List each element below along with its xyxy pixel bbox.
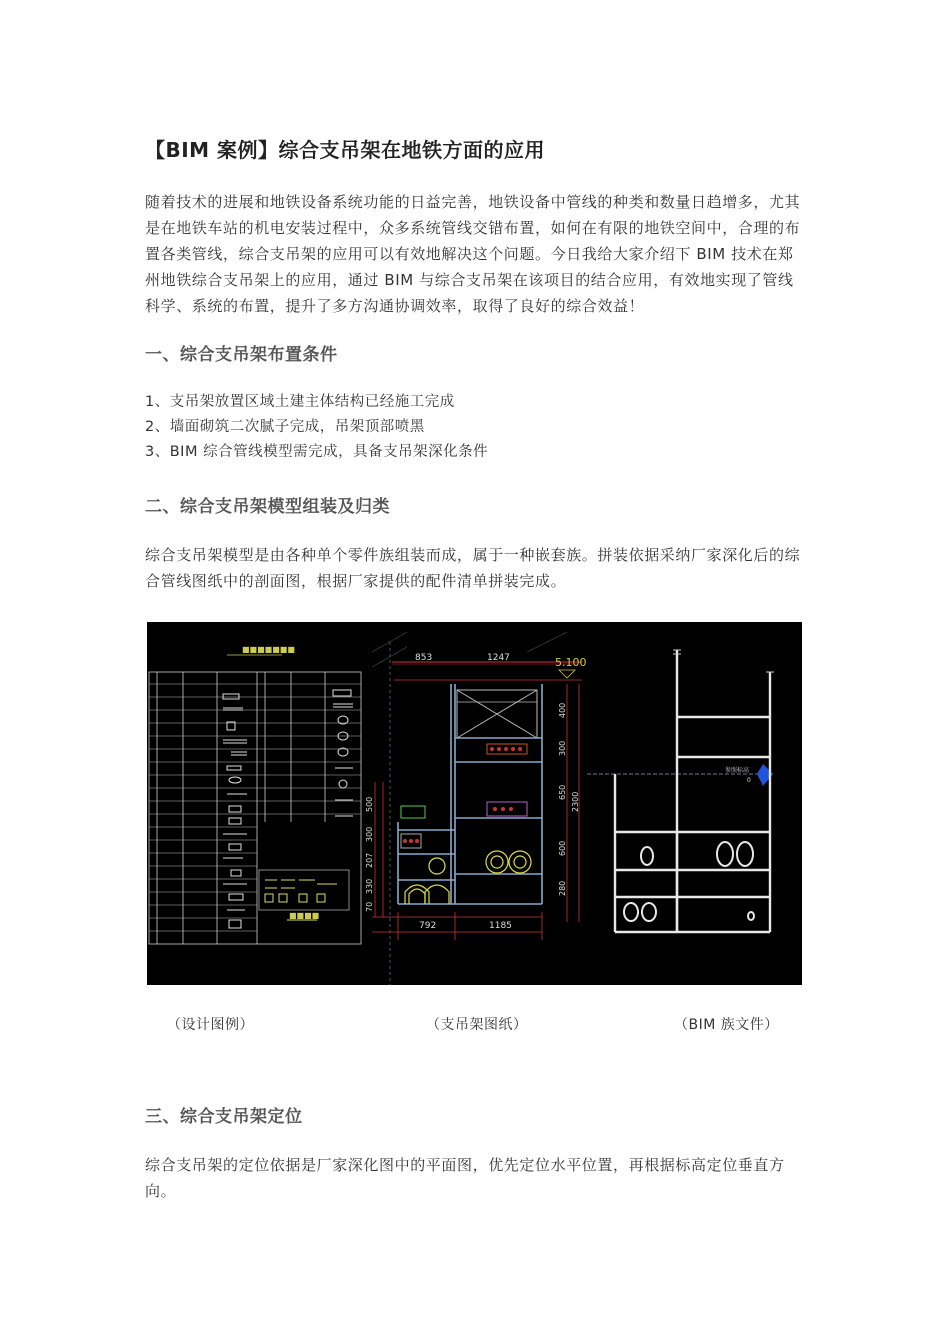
dim-right-4: 280	[558, 880, 567, 896]
dim-right-1: 300	[558, 740, 567, 756]
dim-right-0: 400	[558, 702, 567, 718]
list-item: 2、墙面砌筑二次腻子完成，吊架顶部喷黑	[145, 419, 425, 435]
section3-paragraph: 综合支吊架的定位依据是厂家深化图中的平面图，优先定位水平位置，再根据标高定位垂直方向。	[145, 1156, 785, 1200]
legend-rows	[149, 684, 361, 931]
caption-bim-family: （BIM 族文件）	[674, 1017, 779, 1033]
dim-left-0: 500	[365, 796, 374, 812]
dim-left-1: 300	[365, 826, 374, 842]
bim-family-drawing	[587, 650, 774, 932]
article-title: 【BIM 案例】综合支吊架在地铁方面的应用	[145, 138, 546, 162]
dim-left-4: 70	[365, 901, 374, 912]
svg-text:■■■■: ■■■■	[289, 911, 320, 920]
dim-left-2: 207	[365, 852, 374, 868]
dim-bottom-0: 792	[419, 921, 437, 931]
cad-figure	[147, 622, 802, 985]
conditions-list	[145, 390, 488, 465]
hanger-drawing	[365, 632, 587, 985]
ref-level-value: 0	[747, 777, 751, 784]
dim-left-3: 330	[365, 878, 374, 894]
list-item: 3、BIM 综合管线模型需完成，具备支吊架深化条件	[145, 444, 489, 460]
list-item: 1、支吊架放置区域土建主体结构已经施工完成	[145, 394, 455, 410]
svg-text:■■■■■■■: ■■■■■■■	[242, 645, 295, 654]
dim-right-total: 2300	[571, 791, 580, 812]
caption-hanger-drawing: （支吊架图纸）	[426, 1017, 528, 1033]
dim-right-2: 650	[558, 784, 567, 800]
dim-bottom-1: 1185	[489, 921, 512, 931]
design-legend-table	[149, 645, 361, 944]
section3-heading: 三、综合支吊架定位	[145, 1107, 303, 1127]
dim-top-0: 853	[415, 653, 433, 663]
section1-heading: 一、综合支吊架布置条件	[145, 345, 338, 365]
dim-right-3: 600	[558, 840, 567, 856]
section2-paragraph: 综合支吊架模型是由各种单个零件族组装而成，属于一种嵌套族。拼装依据采纳厂家深化后的综合管线图纸中的剖面图，根据厂家提供的配件清单拼装完成。	[145, 546, 801, 590]
dim-level: 5.100	[555, 656, 587, 669]
caption-design-legend: （设计图例）	[167, 1017, 254, 1033]
section2-heading: 二、综合支吊架模型组装及归类	[145, 497, 390, 517]
legend-small-drawings	[259, 870, 349, 920]
ref-level-label: 参照标高	[725, 767, 750, 774]
dim-top-1: 1247	[487, 653, 510, 663]
intro-paragraph: 随着技术的进展和地铁设备系统功能的日益完善，地铁设备中管线的种类和数量日趋增多，尤其是在地铁车站的机电安装过程中，众多系统管线交错布置，如何在有限的地铁空间中，合理的布置各类管线，综合支吊架的应用可以有效地解决这个问题。今日我给大家介绍下 BIM 技术在郑州地铁综合支吊架上的应用，通过 BIM 与综合支吊架在该项目的结合应用，有效地实现了管线科学、系统的布置，提升了多方沟通协调效率，取得了良好的综合效益！	[145, 193, 801, 315]
